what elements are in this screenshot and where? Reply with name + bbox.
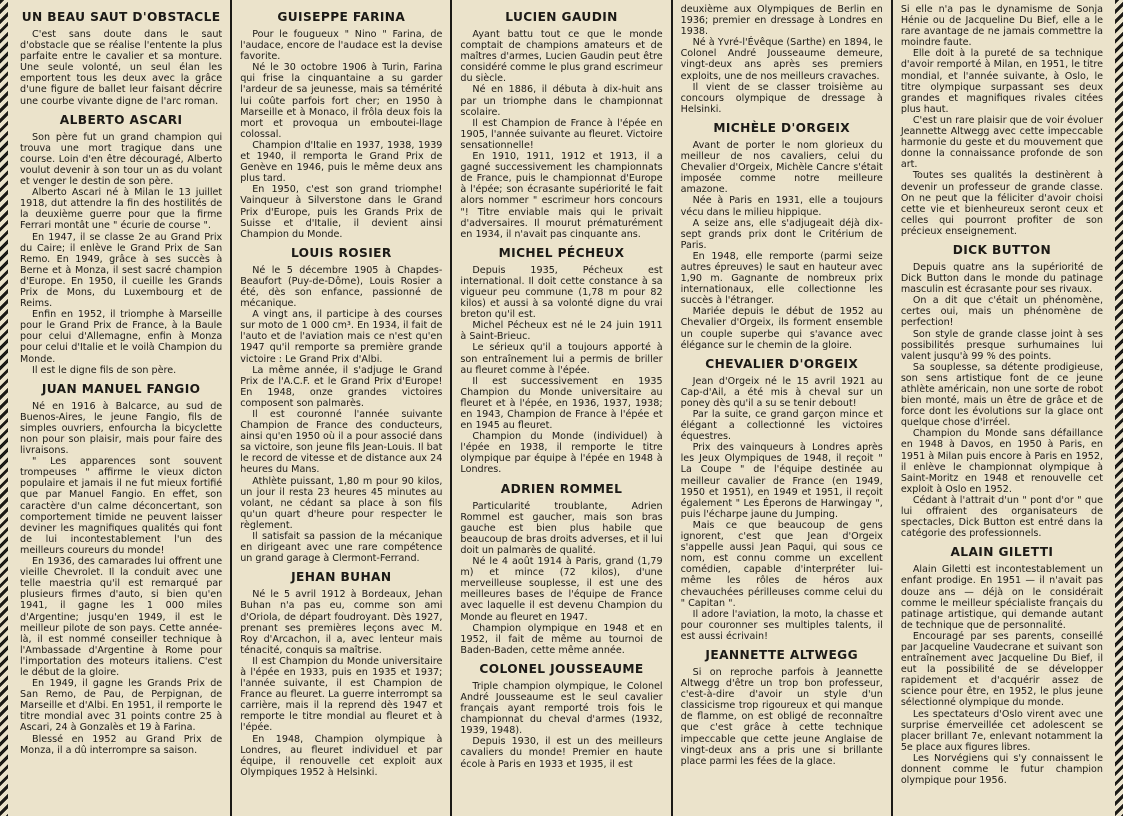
article-heading: COLONEL JOUSSEAUME [479, 661, 644, 676]
article-paragraph: Mariée depuis le début de 1952 au Chevalier d'Orgeix, ils forment ensemble un couple superbe qui s'avance avec élégance sur le chemin de la gloire. [680, 306, 883, 351]
article-paragraph: Blessé en 1952 au Grand Prix de Monza, il a dû interrompre sa saison. [20, 733, 223, 756]
article [460, 482, 662, 656]
article-paragraph: Athlète puissant, 1,80 m pour 90 kilos, un jour il resta 23 heures 45 minutes au volant, ne cédant sa place à son fils qu'un quart d'heure pour respecter le règlement. [240, 475, 443, 531]
article [460, 10, 662, 240]
article-paragraph: En 1910, 1911, 1912 et 1913, il a gagné successivement les championnats de France, puis le championnat d'Europe à l'épée; son écrasante supériorité le fait alors nommer " escrimeur hors concours "! Titre enviable mais qui le privait d'adversaires. Il mourut prématurément en 1934, il n'avait pas cinquante ans. [460, 151, 663, 240]
article-paragraph: Les Norvégiens qui s'y connaissent le donnent comme le futur champion olympique pour 1956. [900, 752, 1104, 787]
article-paragraph: En 1947, il se classe 2e au Grand Prix du Caire; il enlève le Grand Prix de San Remo. En 1949, grâce à ses succès à Berne et à Monza, il sest sacré champion d'Europe. En 1950, il cueille les Grands Prix de Mons, du Luxembourg et de Reims. [20, 231, 223, 310]
article-paragraph: Née à Paris en 1931, elle a toujours vécu dans le milieu hippique. [680, 195, 883, 218]
article-paragraph: Les spectateurs d'Oslo virent avec une surprise émerveillée cet adolescent se placer brillant 7e, enlevant notamment la 5e place aux figures libres. [900, 708, 1104, 753]
article-paragraph: On a dit que c'était un phénomène, certes oui, mais un phénomène de perfection! [900, 295, 1104, 329]
article [681, 121, 883, 351]
article-paragraph: Né le 5 décembre 1905 à Chapdes-Beaufort (Puy-de-Dôme), Louis Rosier a été, dès son enfance, passionné de mécanique. [240, 264, 443, 310]
article-paragraph: Il est Champion de France à l'épée en 1905, l'année suivante au fleuret. Victoire sensationnelle! [460, 117, 663, 151]
article-paragraph: Depuis 1935, Pécheux est international. Il doit cette constance à sa vigueur peu commune (1,78 m pour 82 kilos) et aussi à sa volonté digne du vrai breton qu'il est. [460, 264, 663, 321]
article-heading: DICK BUTTON [952, 242, 1052, 257]
article-paragraph: En 1936, des camarades lui offrent une vieille Chevrolet. Il la conduit avec une telle maestria qu'il est remarqué par plusieurs firmes d'auto, si bien qu'en 1941, il gagne les 1 000 miles d'Argentine; jusqu'en 1949, il est le meilleur pilote de son pays. Cette année-là, il est nommé conseiller technique à l'Ambassade d'Argentine à Rome pour l'importation des moteurs italiens. C'est le début de la gloire. [20, 556, 223, 678]
article-heading: CHEVALIER D'ORGEIX [705, 356, 859, 371]
article-paragraph: Il est Champion du Monde universitaire à l'épée en 1933, puis en 1935 et 1937; l'année suivante, il est Champion de France au fleuret. La guerre interrompt sa carrière, mais il la reprend dès 1947 et remporte le titre mondial au fleuret et à l'épée. [240, 655, 443, 734]
article [20, 10, 222, 107]
article-heading: LOUIS ROSIER [290, 245, 392, 260]
article-paragraph: Avant de porter le nom glorieux du meilleur de nos cavaliers, celui du Chevalier d'Orgeix, Michèle Cancre s'était imposée comme notre meilleure amazone. [680, 139, 883, 196]
article-paragraph: C'est sans doute dans le saut d'obstacle que se réalise l'entente la plus parfaite entre le cavalier et sa monture. Une seule volonté, un seul élan les emportent tous les deux avec la grâce d'une figure de ballet leur faisant décrire une courbe vivante digne de l'arc roman. [20, 29, 223, 107]
article-paragraph: A seize ans, elle s'adjugeait déjà dix-sept grands prix dont le Critérium de Paris. [680, 217, 883, 251]
right-decorative-border [1115, 0, 1123, 816]
article-paragraph: Toutes ses qualités la destinèrent à devenir un professeur de grande classe. On ne peut que la féliciter d'avoir choisi cette vie et bienheureux seront ceux et celles qui pourront profiter de son précieux enseignement. [900, 170, 1104, 237]
article-paragraph: Le sérieux qu'il a toujours apporté à son entraînement lui a permis de briller au fleuret comme à l'épée. [460, 342, 663, 376]
article-paragraph: Si elle n'a pas le dynamisme de Sonja Hénie ou de Jacqueline Du Bief, elle a le rare avantage de ne jamais commettre la moindre faute. [900, 4, 1104, 49]
article-paragraph: Depuis quatre ans la supériorité de Dick Button dans le monde du patinage masculin est écrasante pour ses rivaux. [900, 261, 1104, 296]
article-paragraph: Alberto Ascari né à Milan le 13 juillet 1918, dut attendre la fin des hostilités de la deuxième guerre pour que la firme Ferrari montât une " écurie de course ". [20, 187, 223, 232]
article-heading: GUISEPPE FARINA [277, 10, 406, 24]
column-1 [12, 0, 232, 816]
article-heading: UN BEAU SAUT D'OBSTACLE [21, 10, 221, 24]
article-paragraph: La même année, il s'adjuge le Grand Prix de l'A.C.F. et le Grand Prix d'Europe! En 1948, onze grandes victoires composent son palmarès. [240, 364, 443, 409]
article-heading: ADRIEN ROMMEL [500, 481, 623, 496]
article-paragraph: Mais ce que beaucoup de gens ignorent, c'est que Jean d'Orgeix s'appelle aussi Jean Paqui, qui sous ce nom, est connu comme un excellent comédien, capable d'interpréter lui-même les rôles de héros aux chevauchées périlleuses comme celui du " Capitan ". [680, 519, 883, 609]
article-heading: MICHÈLE D'ORGEIX [713, 120, 851, 135]
article-paragraph: Cédant à l'attrait d'un " pont d'or " que lui offraient des organisateurs de spectacles, Dick Button est entré dans la catégorie des professionnels. [900, 494, 1104, 540]
article [681, 648, 883, 767]
article-paragraph: Né à Yvré-l'Évêque (Sarthe) en 1894, le Colonel André Jousseaume demeure, vingt-deux ans après ses premiers exploits, une de nos meilleurs cravaches. [680, 37, 883, 82]
article [681, 357, 883, 642]
column-3 [452, 0, 672, 816]
left-decorative-border [0, 0, 8, 816]
article-paragraph: En 1948, Champion olympique à Londres, au fleuret individuel et par équipe, il renouvelle cet exploit aux Olympiques 1952 à Helsinki. [240, 733, 443, 778]
article-paragraph: Il est le digne fils de son père. [32, 364, 177, 376]
article-heading: LUCIEN GAUDIN [505, 10, 618, 24]
article [240, 10, 442, 240]
article [901, 4, 1103, 237]
article-paragraph: Il adore l'aviation, la moto, la chasse et pour couronner ses multiples talents, il est aussi écrivain! [680, 608, 883, 642]
article-paragraph: C'est un rare plaisir que de voir évoluer Jeannette Altwegg avec cette impeccable harmonie du geste et du mouvement que donne la connaissance profonde de son art. [900, 114, 1104, 171]
article-paragraph: Il satisfait sa passion de la mécanique en dirigeant avec une rare compétence un grand garage à Clermont-Ferrand. [240, 531, 443, 565]
article-heading: JEHAN BUHAN [291, 570, 392, 585]
column-2 [232, 0, 452, 816]
article-paragraph: Michel Pécheux est né le 24 juin 1911 à Saint-Brieuc. [460, 320, 663, 343]
article-paragraph: En 1948, elle remporte (parmi seize autres épreuves) le saut en hauteur avec 1,90 m. Gagnante de nombreux prix internationaux, elle collectionne les succès à l'étranger. [680, 250, 883, 307]
article-paragraph: Né en 1886, il débuta à dix-huit ans par un triomphe dans le championnat scolaire. [460, 84, 663, 118]
article-paragraph: Né le 30 octobre 1906 à Turin, Farina qui frise la cinquantaine a su garder l'ardeur de sa jeunesse, mais sa témérité lui coûte parfois fort cher; en 1950 à Marseille et à Monaco, il frôla deux fois la mort et provoqua un emboutei-llage colossal. [240, 62, 443, 140]
article [681, 4, 883, 115]
article-paragraph: Enfin en 1952, il triomphe à Marseille pour le Grand Prix de France, à la Baule pour celui d'Allemagne, enfin à Monza pour celui d'Italie et le voilà Champion du Monde. [20, 309, 223, 365]
article [901, 243, 1103, 539]
article-paragraph: Sa souplesse, sa détente prodigieuse, son sens artistique font de ce jeune athlète américain, non une sorte de robot bien monté, mais un être de grâce et de force dont les évolutions sur la glace ont quelque chose d'irréel. [900, 361, 1104, 429]
article-heading: JEANNETTE ALTWEGG [705, 647, 858, 662]
article-paragraph: Pour le fougueux " Nino " Farina, de l'audace, encore de l'audace est la devise favorite. [240, 29, 443, 63]
article-heading: ALBERTO ASCARI [59, 112, 183, 127]
article-heading: ALAIN GILETTI [950, 545, 1054, 560]
article-paragraph: Jean d'Orgeix né le 15 avril 1921 au Cap-d'Ail, a été mis à cheval sur un poney dès qu'il a su se tenir debout! [680, 375, 883, 409]
article-paragraph: Il vient de se classer troisième au concours olympique de dressage à Helsinki. [680, 81, 883, 115]
article-paragraph: En 1949, il gagne les Grands Prix de San Remo, de Pau, de Perpignan, de Marseille et d'Albi. En 1951, il remporte le titre mondial avec 31 points contre 25 à Ascari, 24 à Gonzalès et 19 à Farina. [20, 678, 223, 734]
article-paragraph: Né le 5 avril 1912 à Bordeaux, Jehan Buhan n'a pas eu, comme son ami d'Oriola, de départ foudroyant. Dès 1927, prenant ses premières leçons avec M. Roy d'Arcachon, il a, avec lenteur mais ténacité, conquis sa maîtrise. [240, 589, 443, 656]
article [460, 246, 662, 476]
article-paragraph: A vingt ans, il participe à des courses sur moto de 1 000 cm³. En 1934, il fait de l'auto et de l'aviation mais ce n'est qu'en 1947 qu'il remporte sa première grande victoire : Le Grand Prix d'Albi. [240, 309, 443, 365]
article-paragraph: Particularité troublante, Adrien Rommel est gaucher, mais son bras gauche est bien plus habile que beaucoup de bras droits adverses, et il lui doit un palmarès de qualité. [460, 500, 663, 556]
article-paragraph: Par la suite, ce grand garçon mince et élégant a collectionné les victoires équestres. [680, 409, 883, 443]
article-paragraph: Triple champion olympique, le Colonel André Jousseaume est le seul cavalier français ayant remporté trois fois le championnat du cheval d'armes (1932, 1939, 1948). [460, 680, 663, 737]
article [460, 662, 662, 770]
article [20, 382, 222, 756]
article-paragraph: Champion d'Italie en 1937, 1938, 1939 et 1940, il remporta le Grand Prix de Genève en 1946, puis le même deux ans plus tard. [240, 139, 443, 185]
article-paragraph: Si on reproche parfois à Jeannette Altwegg d'être un trop bon professeur, c'est-à-dire d'avoir un style d'un classicisme trop rigoureux et qui manque de flamme, on est obligé de reconnaître que c'est grâce à cette technique impeccable que cette jeune Anglaise de vingt-deux ans a pris une si brillante place parmi les fées de la glace. [680, 666, 883, 767]
article [240, 570, 442, 778]
article-columns [12, 0, 1111, 816]
article-paragraph: Il est successivement en 1935 Champion du Monde universitaire au fleuret et à l'épée, en 1936, 1937, 1938; en 1943, Champion de France à l'épée et en 1945 au fleuret. [460, 375, 663, 432]
article [901, 545, 1103, 786]
article-paragraph: Depuis 1930, il est un des meilleurs cavaliers du monde! Premier en haute école à Paris en 1933 et 1935, il est [460, 736, 663, 770]
article-paragraph: " Les apparences sont souvent trompeuses " affirme le vieux dicton populaire et jamais il ne fut mieux fortifié que par Manuel Fangio. En effet, son caractère d'un calme déconcertant, son comportement timide ne peuvent laisser deviner les magnifiques qualités qui font de lui incontestablement l'un des meilleurs coureurs du monde! [20, 456, 223, 556]
article-paragraph: Elle doit à la pureté de sa technique d'avoir remporté à Milan, en 1951, le titre mondial, et l'année suivante, à Oslo, le titre olympique surpassant ses deux grandes et magnifiques rivales citées plus haut. [900, 48, 1104, 115]
article-paragraph: Son style de grande classe joint à ses possibilités presque surhumaines lui valent jusqu'à 99 % des points. [900, 328, 1104, 362]
article-paragraph: Né le 4 août 1914 à Paris, grand (1,79 m) et mince (72 kilos), d'une merveilleuse souplesse, il est une des meilleures bases de l'équipe de France avec laquelle il est devenu Champion du Monde au fleuret en 1947. [460, 556, 663, 623]
article-paragraph: Champion olympique en 1948 et en 1952, il fait de même au tournoi de Baden-Baden, cette même année. [460, 622, 663, 656]
article-paragraph: Champion du Monde sans défaillance en 1948 à Davos, en 1950 à Paris, en 1951 à Milan puis encore à Paris en 1952, il enlève le championnat olympique à Saint-Moritz en 1948 et renouvelle cet exploit à Oslo en 1952. [900, 428, 1104, 495]
article-paragraph: Ayant battu tout ce que le monde comptait de champions amateurs et de maîtres d'armes, Lucien Gaudin peut être considéré comme le plus grand escrimeur du siècle. [460, 29, 663, 85]
column-4 [673, 0, 893, 816]
article-paragraph: Champion du Monde (individuel) à l'épée en 1938, il remporte le titre olympique par équipe à l'épée en 1948 à Londres. [460, 431, 663, 476]
article-heading: JUAN MANUEL FANGIO [41, 381, 201, 396]
article-paragraph: deuxième aux Olympiques de Berlin en 1936; premier en dressage à Londres en 1938. [680, 4, 883, 38]
article [240, 246, 442, 565]
article-paragraph: En 1950, c'est son grand triomphe! Vainqueur à Silverstone dans le Grand Prix d'Europe, puis les Grands Prix de Suisse et d'Italie, il devient ainsi Champion du Monde. [240, 184, 443, 240]
article-paragraph: Prix des vainqueurs à Londres après les Jeux Olympiques de 1948, il reçoit " La Coupe " de l'équipe destinée au meilleur cavalier de France (en 1949, 1950 et 1951), en 1949 et 1951, il reçoit également " Les Éperons de Harwingay ", puis l'écharpe jaune du Jumping. [680, 442, 883, 520]
article-paragraph: Alain Giletti est incontestablement un enfant prodige. En 1951 — il n'avait pas douze ans — déjà on le considérait comme le meilleur spécialiste français du patinage artistique, qui demande autant de technique que de personnalité. [900, 564, 1104, 631]
article-heading: MICHEL PÉCHEUX [498, 245, 625, 260]
article-paragraph: Son père fut un grand champion qui trouva une mort tragique dans une course. Loin d'en être découragé, Alberto voulut devenir à son tour un as du volant et venger le destin de son père. [20, 131, 223, 188]
article-paragraph: Encouragé par ses parents, conseillé par Jacqueline Vaudecrane et suivant son entraînement avec Jacqueline Du Bief, il eut la possibilité de se développer rapidement et d'acquérir assez de science pour être, en 1952, le plus jeune sélectionné olympique du monde. [900, 630, 1104, 709]
article [20, 113, 222, 376]
article-paragraph: Il est couronné l'année suivante Champion de France des conducteurs, ainsi qu'en 1950 où il a pour associé dans sa victoire, son jeune fils Jean-Louis. Il bat le record de vitesse et de distance aux 24 heures du Mans. [240, 409, 443, 476]
column-5 [893, 0, 1111, 816]
article-paragraph: Né en 1916 à Balcarce, au sud de Buenos-Aires, le jeune Fangio, fils de simples ouvriers, enfourcha la bicyclette non pour son plaisir, mais pour faire des livraisons. [20, 400, 223, 457]
